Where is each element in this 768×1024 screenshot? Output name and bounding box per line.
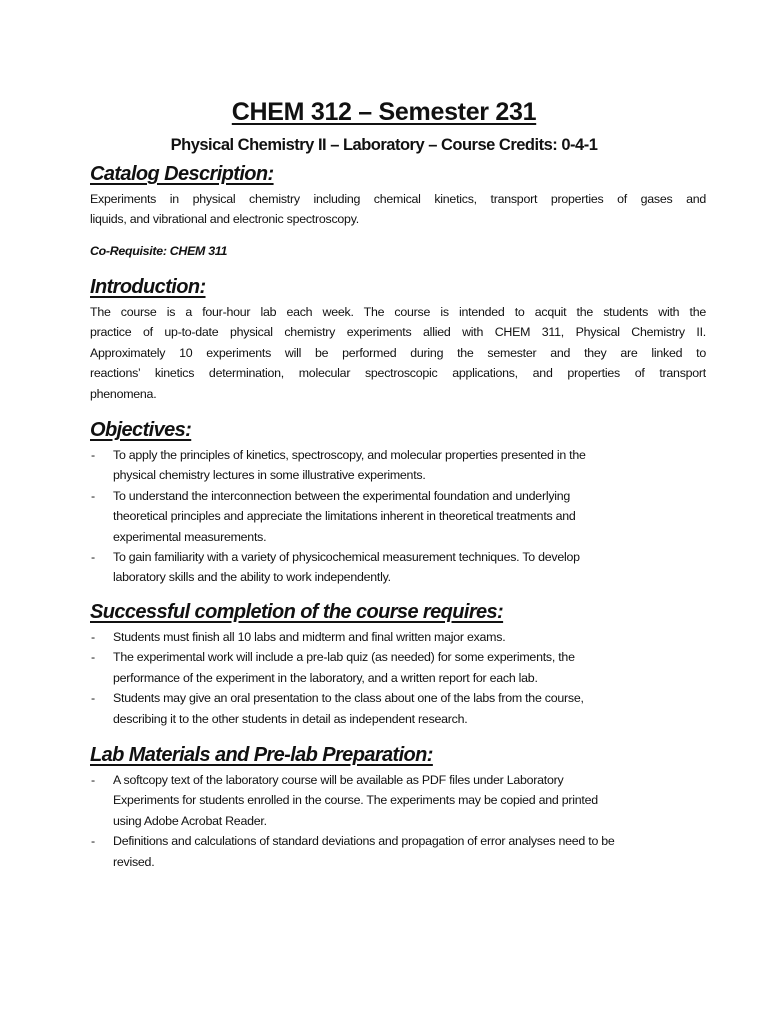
list-item-line: performance of the experiment in the laboratory, and a written report for each lab. bbox=[113, 670, 538, 685]
bullet-dash: - bbox=[91, 691, 96, 706]
paragraph-line: practice of up-to-date physical chemistry experiments allied with CHEM 311, Physical Chemistry II. bbox=[90, 325, 706, 340]
bullet-dash: - bbox=[91, 773, 96, 787]
list-item bbox=[90, 547, 706, 588]
requirements-section bbox=[90, 601, 706, 729]
list-item bbox=[90, 647, 706, 688]
bullet-dash: - bbox=[91, 488, 96, 503]
list-item-line: experimental measurements. bbox=[113, 529, 267, 544]
list-item bbox=[90, 688, 706, 729]
materials-heading: Lab Materials and Pre-lab Preparation: bbox=[90, 744, 433, 766]
list-item bbox=[90, 486, 706, 547]
bullet-dash: - bbox=[91, 448, 96, 462]
list-item-line: describing it to the other students in detail as independent research. bbox=[113, 711, 468, 726]
list-item-line: A softcopy text of the laboratory course will be available as PDF files under Laboratory bbox=[113, 773, 564, 787]
list-item-line: Experiments for students enrolled in the course. The experiments may be copied and printed bbox=[113, 793, 598, 808]
paragraph-line: Experiments in physical chemistry including chemical kinetics, transport properties of gases and bbox=[90, 192, 706, 206]
introduction-section bbox=[90, 276, 706, 404]
paragraph-line: The course is a four-hour lab each week. The course is intended to acquit the students with the bbox=[90, 305, 706, 319]
document-title: CHEM 312 – Semester 231 bbox=[231, 98, 537, 126]
list-item-line: Students may give an oral presentation to the class about one of the labs from the course, bbox=[113, 691, 584, 706]
list-item bbox=[90, 627, 706, 647]
list-item-line: To gain familiarity with a variety of physicochemical measurement techniques. To develop bbox=[113, 549, 580, 564]
paragraph-line: Approximately 10 experiments will be performed during the semester and they are linked to bbox=[90, 345, 706, 360]
materials-section bbox=[90, 744, 706, 872]
bullet-dash: - bbox=[91, 834, 96, 849]
list-item-line: Definitions and calculations of standard deviations and propagation of error analyses need to be bbox=[113, 834, 615, 849]
list-item-line: physical chemistry lectures in some illustrative experiments. bbox=[113, 468, 426, 483]
list-item-line: theoretical principles and appreciate the limitations inherent in theoretical treatments and bbox=[113, 509, 576, 524]
paragraph-line: reactions’ kinetics determination, molecular spectroscopic applications, and properties of transport bbox=[90, 366, 706, 381]
introduction-heading: Introduction: bbox=[90, 276, 206, 298]
list-item bbox=[90, 445, 706, 486]
list-item-line: using Adobe Acrobat Reader. bbox=[113, 813, 267, 828]
objectives-section bbox=[90, 419, 706, 588]
catalog-section bbox=[90, 163, 706, 258]
catalog-heading: Catalog Description: bbox=[90, 163, 274, 185]
list-item bbox=[90, 831, 706, 872]
list-item-line: The experimental work will include a pre-lab quiz (as needed) for some experiments, the bbox=[113, 650, 575, 665]
bullet-dash: - bbox=[91, 549, 96, 564]
list-item-line: To apply the principles of kinetics, spectroscopy, and molecular properties presented in the bbox=[113, 448, 586, 462]
list-item-line: revised. bbox=[113, 854, 155, 869]
requirements-heading: Successful completion of the course requires: bbox=[90, 601, 504, 623]
bullet-dash: - bbox=[91, 630, 96, 644]
list-item bbox=[90, 770, 706, 831]
objectives-heading: Objectives: bbox=[90, 419, 192, 441]
bullet-dash: - bbox=[91, 650, 96, 665]
paragraph-line: liquids, and vibrational and electronic spectroscopy. bbox=[90, 212, 359, 227]
list-item-line: To understand the interconnection between the experimental foundation and underlying bbox=[113, 488, 571, 503]
list-item-line: Students must finish all 10 labs and midterm and final written major exams. bbox=[113, 630, 506, 644]
co-requisite: Co-Requisite: CHEM 311 bbox=[90, 243, 228, 258]
list-item-line: laboratory skills and the ability to work independently. bbox=[113, 570, 391, 585]
document-subtitle: Physical Chemistry II – Laboratory – Course Credits: 0-4-1 bbox=[170, 136, 598, 154]
paragraph-line: phenomena. bbox=[90, 386, 157, 401]
